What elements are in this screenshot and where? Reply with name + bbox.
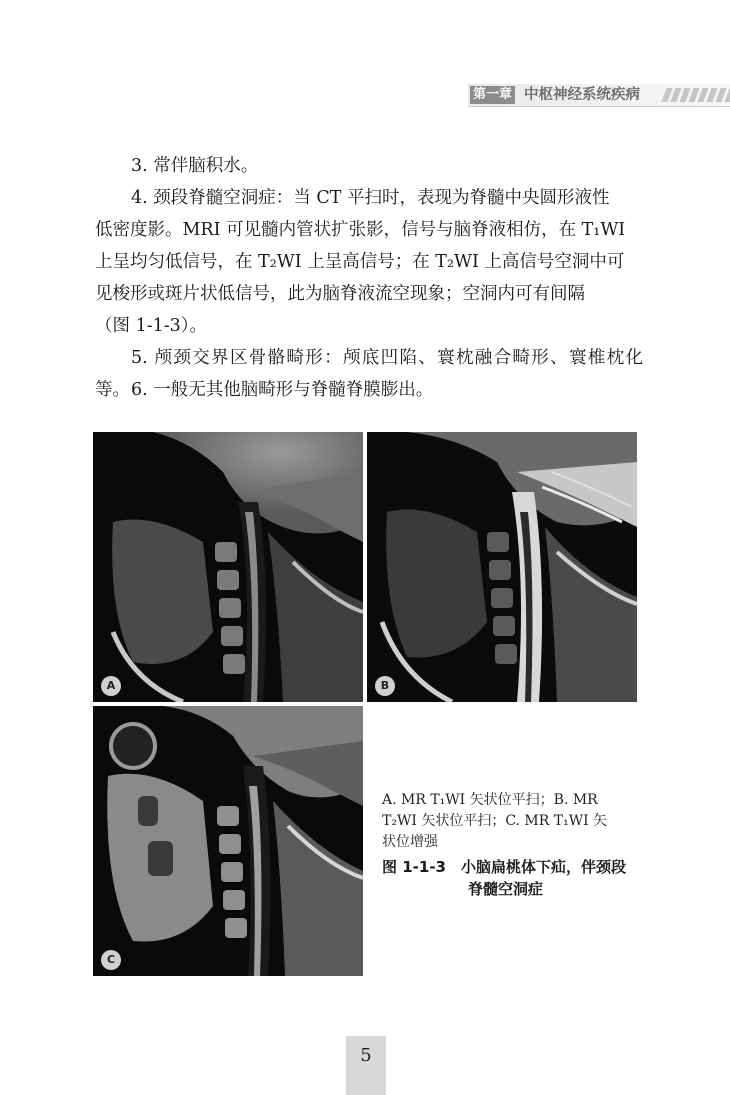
mri-panel-a <box>93 432 363 702</box>
chapter-title: 中枢神经系统疾病 <box>524 87 640 103</box>
item-3: 3. 常伴脑积水。 <box>131 156 259 176</box>
page-number: 5 <box>346 1036 386 1095</box>
item-5: 5. 颅颈交界区骨骼畸形：颅底凹陷、寰枕融合畸形、寰椎枕化等。 <box>95 348 643 400</box>
item-4 <box>95 182 643 342</box>
mri-panel-c <box>93 706 363 976</box>
figure-title-line1: 图 1-1-3 小脑扁桃体下疝，伴颈段 <box>382 858 626 876</box>
mri-image-a <box>93 432 363 702</box>
item-4-line: 上呈均匀低信号，在 T₂WI 上呈高信号；在 T₂WI 上高信号空洞中可 <box>95 252 625 272</box>
item-4-line: 4. 颈段脊髓空洞症：当 CT 平扫时，表现为脊髓中央圆形液性 <box>131 188 610 208</box>
panel-label-b: B <box>375 676 395 696</box>
panel-label-c: C <box>101 950 121 970</box>
running-header <box>468 84 730 106</box>
header-stripes <box>664 88 730 102</box>
figure-title-line2: 脊髓空洞症 <box>468 880 544 898</box>
caption-line: 状位增强 <box>382 834 438 850</box>
item-4-line: 低密度影。MRI 可见髓内管状扩张影，信号与脑脊液相仿，在 T₁WI <box>95 220 626 240</box>
figure-title <box>382 856 642 900</box>
item-4-line: （图 1-1-3）。 <box>95 316 208 336</box>
chapter-label: 第一章 <box>470 86 515 104</box>
mri-panel-b <box>367 432 637 702</box>
item-6: 6. 一般无其他脑畸形与脊髓脊膜膨出。 <box>131 380 434 400</box>
figure-caption <box>382 790 642 853</box>
item-4-line: 见梭形或斑片状低信号，此为脑脊液流空现象；空洞内可有间隔 <box>95 284 585 304</box>
mri-image-b <box>367 432 637 702</box>
caption-line: T₂WI 矢状位平扫；C. MR T₁WI 矢 <box>382 813 608 829</box>
panel-label-a: A <box>101 676 121 696</box>
mri-image-c <box>93 706 363 976</box>
header-rule <box>468 106 730 107</box>
caption-line: A. MR T₁WI 矢状位平扫；B. MR <box>382 792 598 808</box>
